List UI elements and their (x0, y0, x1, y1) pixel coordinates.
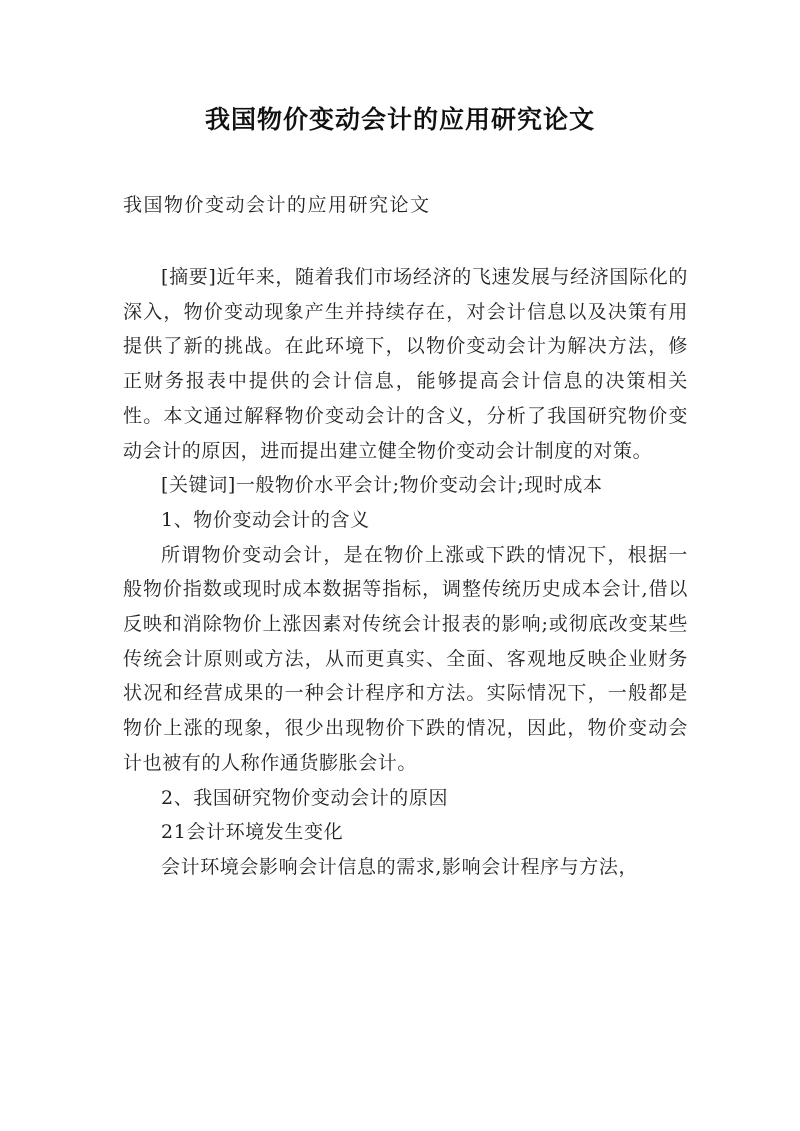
abstract-paragraph: [摘要]近年来，随着我们市场经济的飞速发展与经济国际化的深入，物价变动现象产生并持续存在，对会计信息以及决策有用提供了新的挑战。在此环境下，以物价变动会计为解决方法，修正财务报表中提供的会计信息，能够提高会计信息的决策相关性。本文通过解释物价变动会计的含义，分析了我国研究物价变动会计的原因，进而提出建立健全物价变动会计制度的对策。 (123, 266, 688, 462)
document-title: 我国物价变动会计的应用研究论文 (204, 105, 595, 134)
section-heading-1: 1、物价变动会计的含义 (161, 508, 370, 531)
keywords-paragraph: [关键词]一般物价水平会计;物价变动会计;现时成本 (161, 474, 603, 497)
subsection-heading-2-1: 21会计环境发生变化 (161, 821, 344, 844)
document-body (123, 260, 688, 885)
definition-paragraph: 所谓物价变动会计，是在物价上涨或下跌的情况下，根据一般物价指数或现时成本数据等指标，调整传统历史成本会计,借以反映和消除物价上涨因素对传统会计报表的影响;或彻底改变某些传统会计原则或方法，从而更真实、全面、客观地反映企业财务状况和经营成果的一种会计程序和方法。实际情况下，一般都是物价上涨的现象，很少出现物价下跌的情况，因此，物价变动会计也被有的人称作通货膨胀会计。 (123, 543, 688, 774)
environment-paragraph: 会计环境会影响会计信息的需求,影响会计程序与方法， (161, 855, 639, 878)
section-heading-2: 2、我国研究物价变动会计的原因 (161, 786, 449, 809)
document-subtitle: 我国物价变动会计的应用研究论文 (123, 194, 431, 216)
